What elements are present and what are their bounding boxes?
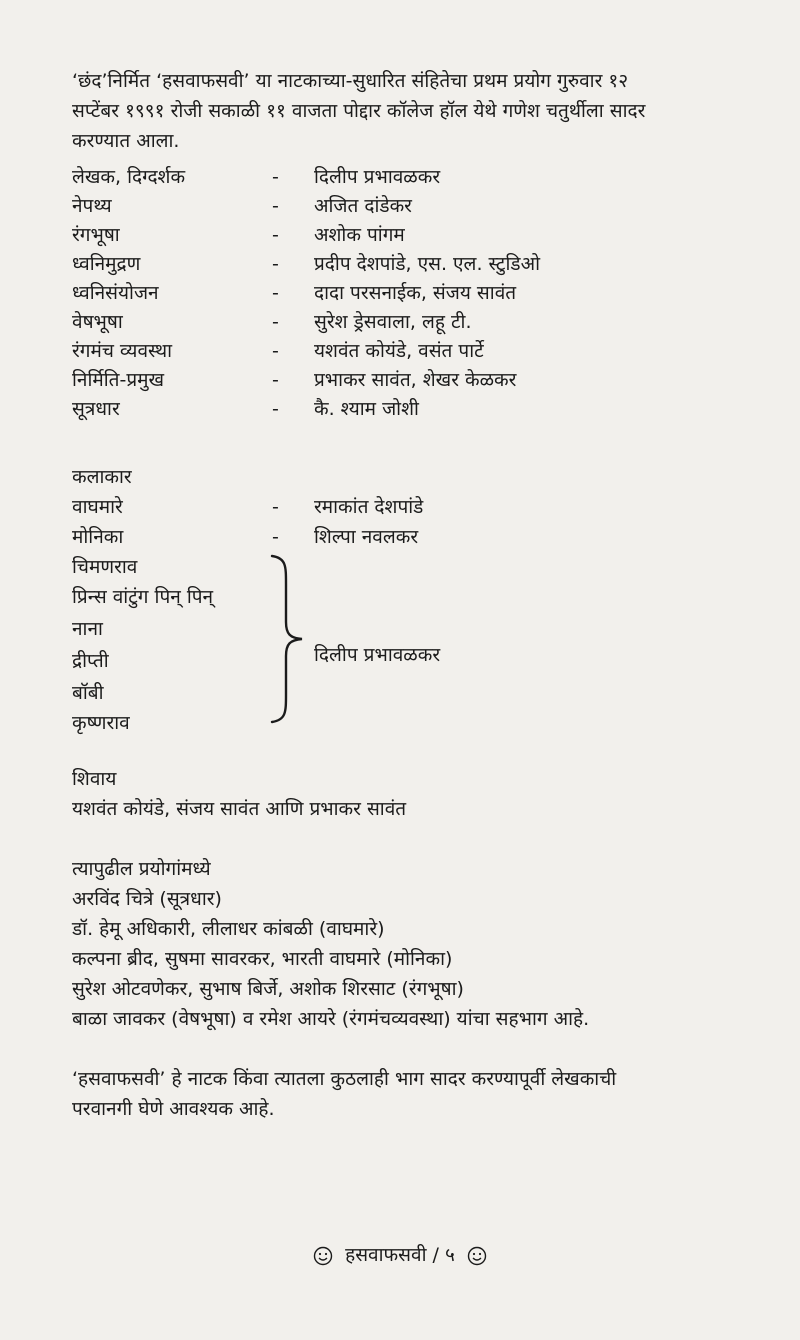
braced-role: द्रीप्ती	[72, 650, 109, 672]
credit-dash: -	[272, 253, 279, 275]
later-line: डॉ. हेमू अधिकारी, लीलाधर कांबळी (वाघमारे)	[72, 918, 385, 940]
credit-name: सुरेश ड्रेसवाला, लहू टी.	[314, 311, 472, 333]
credit-row	[72, 365, 732, 395]
page-footer	[0, 1240, 800, 1270]
credit-dash: -	[272, 166, 279, 188]
credit-role: निर्मिति-प्रमुख	[72, 369, 165, 391]
notice-line: परवानगी घेणे आवश्यक आहे.	[72, 1098, 275, 1120]
cast-heading: कलाकार	[72, 466, 132, 488]
credit-role: सूत्रधार	[72, 398, 120, 420]
later-line: सुरेश ओटवणेकर, सुभाष बिर्जे, अशोक शिरसाट (रंगभूषा)	[72, 978, 464, 1000]
notice-line: ‘हसवाफसवी’ हे नाटक किंवा त्यातला कुठलाही भाग सादर करण्यापूर्वी लेखकाची	[72, 1068, 617, 1090]
curly-brace-icon	[268, 554, 308, 724]
credit-row	[72, 394, 732, 424]
credit-row	[72, 162, 732, 192]
intro-line: सप्टेंबर १९९१ रोजी सकाळी ११ वाजता पोद्दार कॉलेज हॉल येथे गणेश चतुर्थीला सादर	[72, 100, 646, 122]
credit-dash: -	[272, 195, 279, 217]
credit-row	[72, 336, 732, 366]
footer-text: हसवाफसवी / ५	[345, 1244, 455, 1266]
extras-text: यशवंत कोयंडे, संजय सावंत आणि प्रभाकर सावंत	[72, 798, 407, 820]
credit-name: प्रदीप देशपांडे, एस. एल. स्टुडिओ	[314, 253, 541, 275]
braced-role: नाना	[72, 618, 103, 640]
extras-heading: शिवाय	[72, 768, 117, 790]
credit-name: दिलीप प्रभावळकर	[314, 166, 441, 188]
credit-name: यशवंत कोयंडे, वसंत पार्टे	[314, 340, 484, 362]
cast-name: रमाकांत देशपांडे	[314, 496, 424, 518]
credit-dash: -	[272, 282, 279, 304]
credit-name: अजित दांडेकर	[314, 195, 412, 217]
credit-role: रंगभूषा	[72, 224, 120, 246]
credit-dash: -	[272, 369, 279, 391]
cast-role: मोनिका	[72, 526, 124, 548]
braced-actor-name: दिलीप प्रभावळकर	[314, 644, 441, 666]
cast-row	[72, 522, 732, 552]
braced-role: चिमणराव	[72, 556, 138, 578]
credit-row	[72, 249, 732, 279]
credit-name: दादा परसनाईक, संजय सावंत	[314, 282, 517, 304]
credit-dash: -	[272, 311, 279, 333]
credit-row	[72, 191, 732, 221]
permission-notice	[72, 1064, 732, 1124]
credit-dash: -	[272, 340, 279, 362]
credit-row	[72, 278, 732, 308]
intro-line: करण्यात आला.	[72, 130, 180, 152]
credit-name: प्रभाकर सावंत, शेखर केळकर	[314, 369, 517, 391]
braced-role: कृष्णराव	[72, 712, 130, 734]
smiley-icon	[467, 1246, 487, 1266]
credit-name: कै. श्याम जोशी	[314, 398, 419, 420]
braced-role: प्रिन्स वांटुंग पिन् पिन्	[72, 586, 214, 608]
credit-name: अशोक पांगम	[314, 224, 405, 246]
later-line: बाळा जावकर (वेषभूषा) व रमेश आयरे (रंगमंचव्यवस्था) यांचा सहभाग आहे.	[72, 1008, 590, 1030]
credit-dash: -	[272, 224, 279, 246]
later-heading: त्यापुढील प्रयोगांमध्ये	[72, 858, 211, 880]
credit-row	[72, 307, 732, 337]
credit-role: रंगमंच व्यवस्था	[72, 340, 173, 362]
credit-role: नेपथ्य	[72, 195, 112, 217]
cast-dash: -	[272, 496, 279, 518]
cast-dash: -	[272, 526, 279, 548]
credit-dash: -	[272, 398, 279, 420]
later-line: कल्पना ब्रीद, सुषमा सावरकर, भारती वाघमारे (मोनिका)	[72, 948, 453, 970]
smiley-icon	[313, 1246, 333, 1266]
cast-role: वाघमारे	[72, 496, 123, 518]
credit-role: वेषभूषा	[72, 311, 123, 333]
credit-row	[72, 220, 732, 250]
intro-paragraph	[72, 66, 732, 156]
braced-role: बॉबी	[72, 682, 104, 704]
credit-role: ध्वनिमुद्रण	[72, 253, 141, 275]
intro-line: ‘छंद’निर्मित ‘हसवाफसवी’ या नाटकाच्या-सुधारित संहितेचा प्रथम प्रयोग गुरुवार १२	[72, 70, 629, 92]
credit-role: ध्वनिसंयोजन	[72, 282, 159, 304]
cast-name: शिल्पा नवलकर	[314, 526, 419, 548]
credit-role: लेखक, दिग्दर्शक	[72, 166, 186, 188]
later-line: अरविंद चित्रे (सूत्रधार)	[72, 888, 222, 910]
cast-row	[72, 492, 732, 522]
